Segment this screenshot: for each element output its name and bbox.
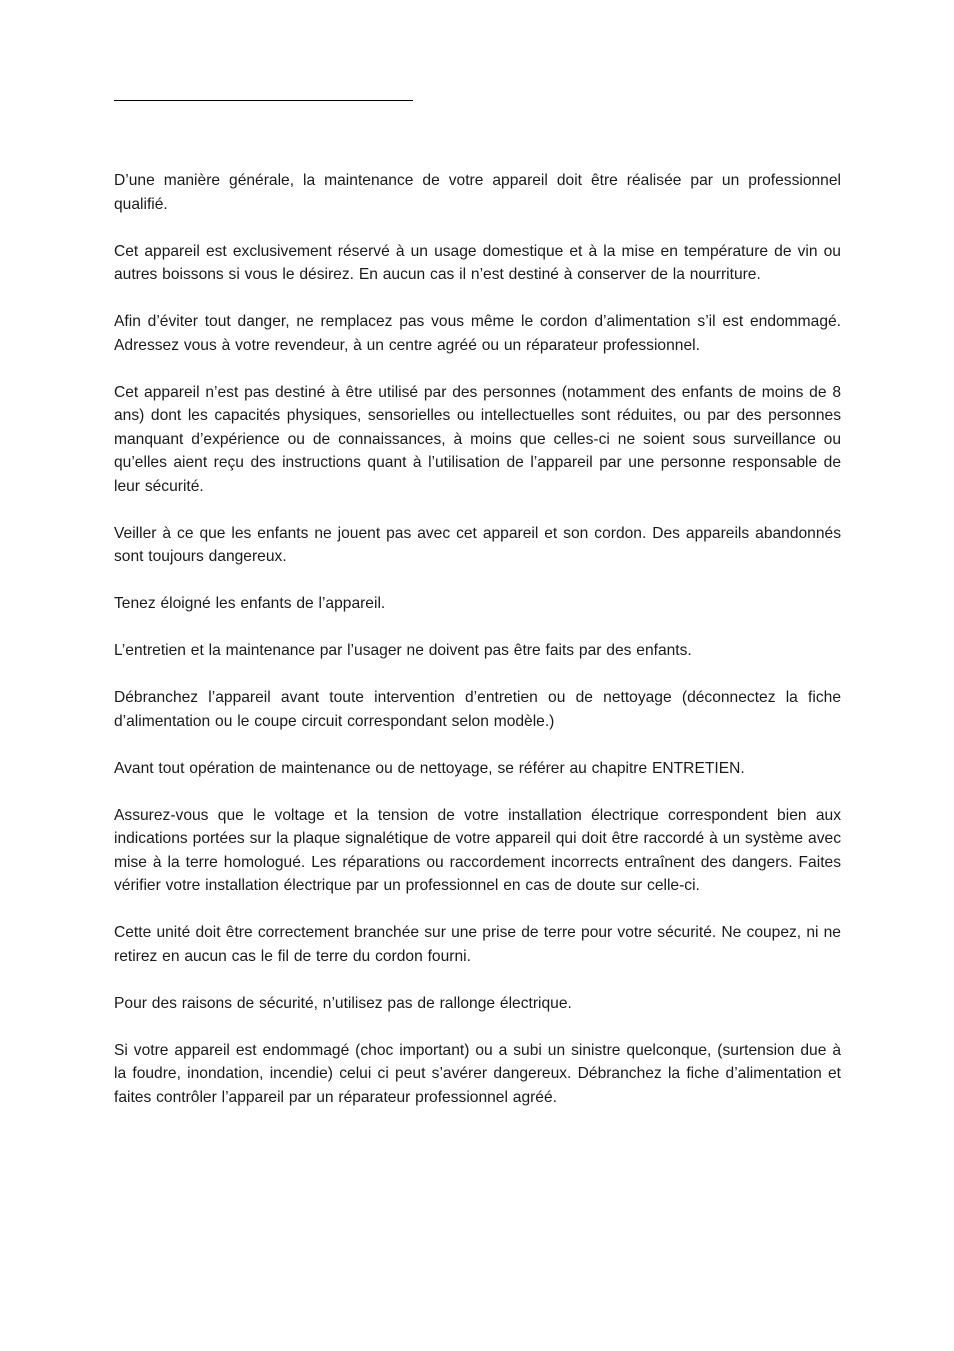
paragraph-children-play: Veiller à ce que les enfants ne jouent pas avec cet appareil et son cordon. Des appareils abandonnés sont toujours dangereux. — [114, 524, 841, 565]
paragraph-unplug: Débranchez l’appareil avant toute intervention d’entretien ou de nettoyage (déconnectez la fiche d’alimentation ou le coupe circuit correspondant selon modèle.) — [114, 689, 841, 730]
paragraph-restricted-users: Cet appareil n’est pas destiné à être utilisé par des personnes (notamment des enfants de moins de 8 ans) dont les capacités physiques, sensorielles ou intellectuelles sont réduites, ou par des personnes manquant d’expérience ou de connaissances, à moins que celles-ci ne soient sous surveillance ou qu’elles aient reçu des instructions quant à l’utilisation de l’appareil par une personne responsable de leur sécurité. — [114, 383, 841, 495]
paragraph-children-maintenance: L’entretien et la maintenance par l’usager ne doivent pas être faits par des enfants. — [114, 642, 692, 659]
paragraph-maintenance-general: D’une manière générale, la maintenance de votre appareil doit être réalisée par un professionnel qualifié. — [114, 172, 841, 213]
paragraph-grounding: Cette unité doit être correctement branchée sur une prise de terre pour votre sécurité. Ne coupez, ni ne retirez en aucun cas le fil de terre du cordon fourni. — [114, 924, 841, 965]
paragraph-no-extension: Pour des raisons de sécurité, n’utilisez pas de rallonge électrique. — [114, 994, 572, 1012]
document-body — [114, 169, 841, 1133]
paragraph-power-cord: Afin d’éviter tout danger, ne remplacez pas vous même le cordon d’alimentation s’il est endommagé. Adressez vous à votre revendeur, à un centre agréé ou un réparateur professionnel. — [114, 313, 841, 354]
paragraph-domestic-use: Cet appareil est exclusivement réservé à un usage domestique et à la mise en température de vin ou autres boissons si vous le désirez. En aucun cas il n’est destiné à conserver de la nourriture. — [114, 242, 841, 283]
paragraph-keep-children-away: Tenez éloigné les enfants de l’appareil. — [114, 595, 386, 612]
top-rule — [114, 100, 413, 101]
paragraph-voltage-check: Assurez-vous que le voltage et la tension de votre installation électrique correspondent bien aux indications portées sur la plaque signalétique de votre appareil qui doit être raccordé à un système avec mise à la terre homologué. Les réparations ou raccordement incorrects entraînent des dangers. Faites vérifier votre installation électrique par un professionnel en cas de doute sur celle-ci. — [114, 806, 841, 894]
paragraph-see-maintenance-chapter: Avant tout opération de maintenance ou de nettoyage, se référer au chapitre ENTRETIEN. — [114, 759, 745, 777]
paragraph-damaged-appliance: Si votre appareil est endommagé (choc important) ou a subi un sinistre quelconque, (surtension due à la foudre, inondation, incendie) celui ci peut s’avérer dangereux. Débranchez la fiche d’alimentation et faites contrôler l’appareil par un réparateur professionnel agréé. — [114, 1041, 841, 1106]
